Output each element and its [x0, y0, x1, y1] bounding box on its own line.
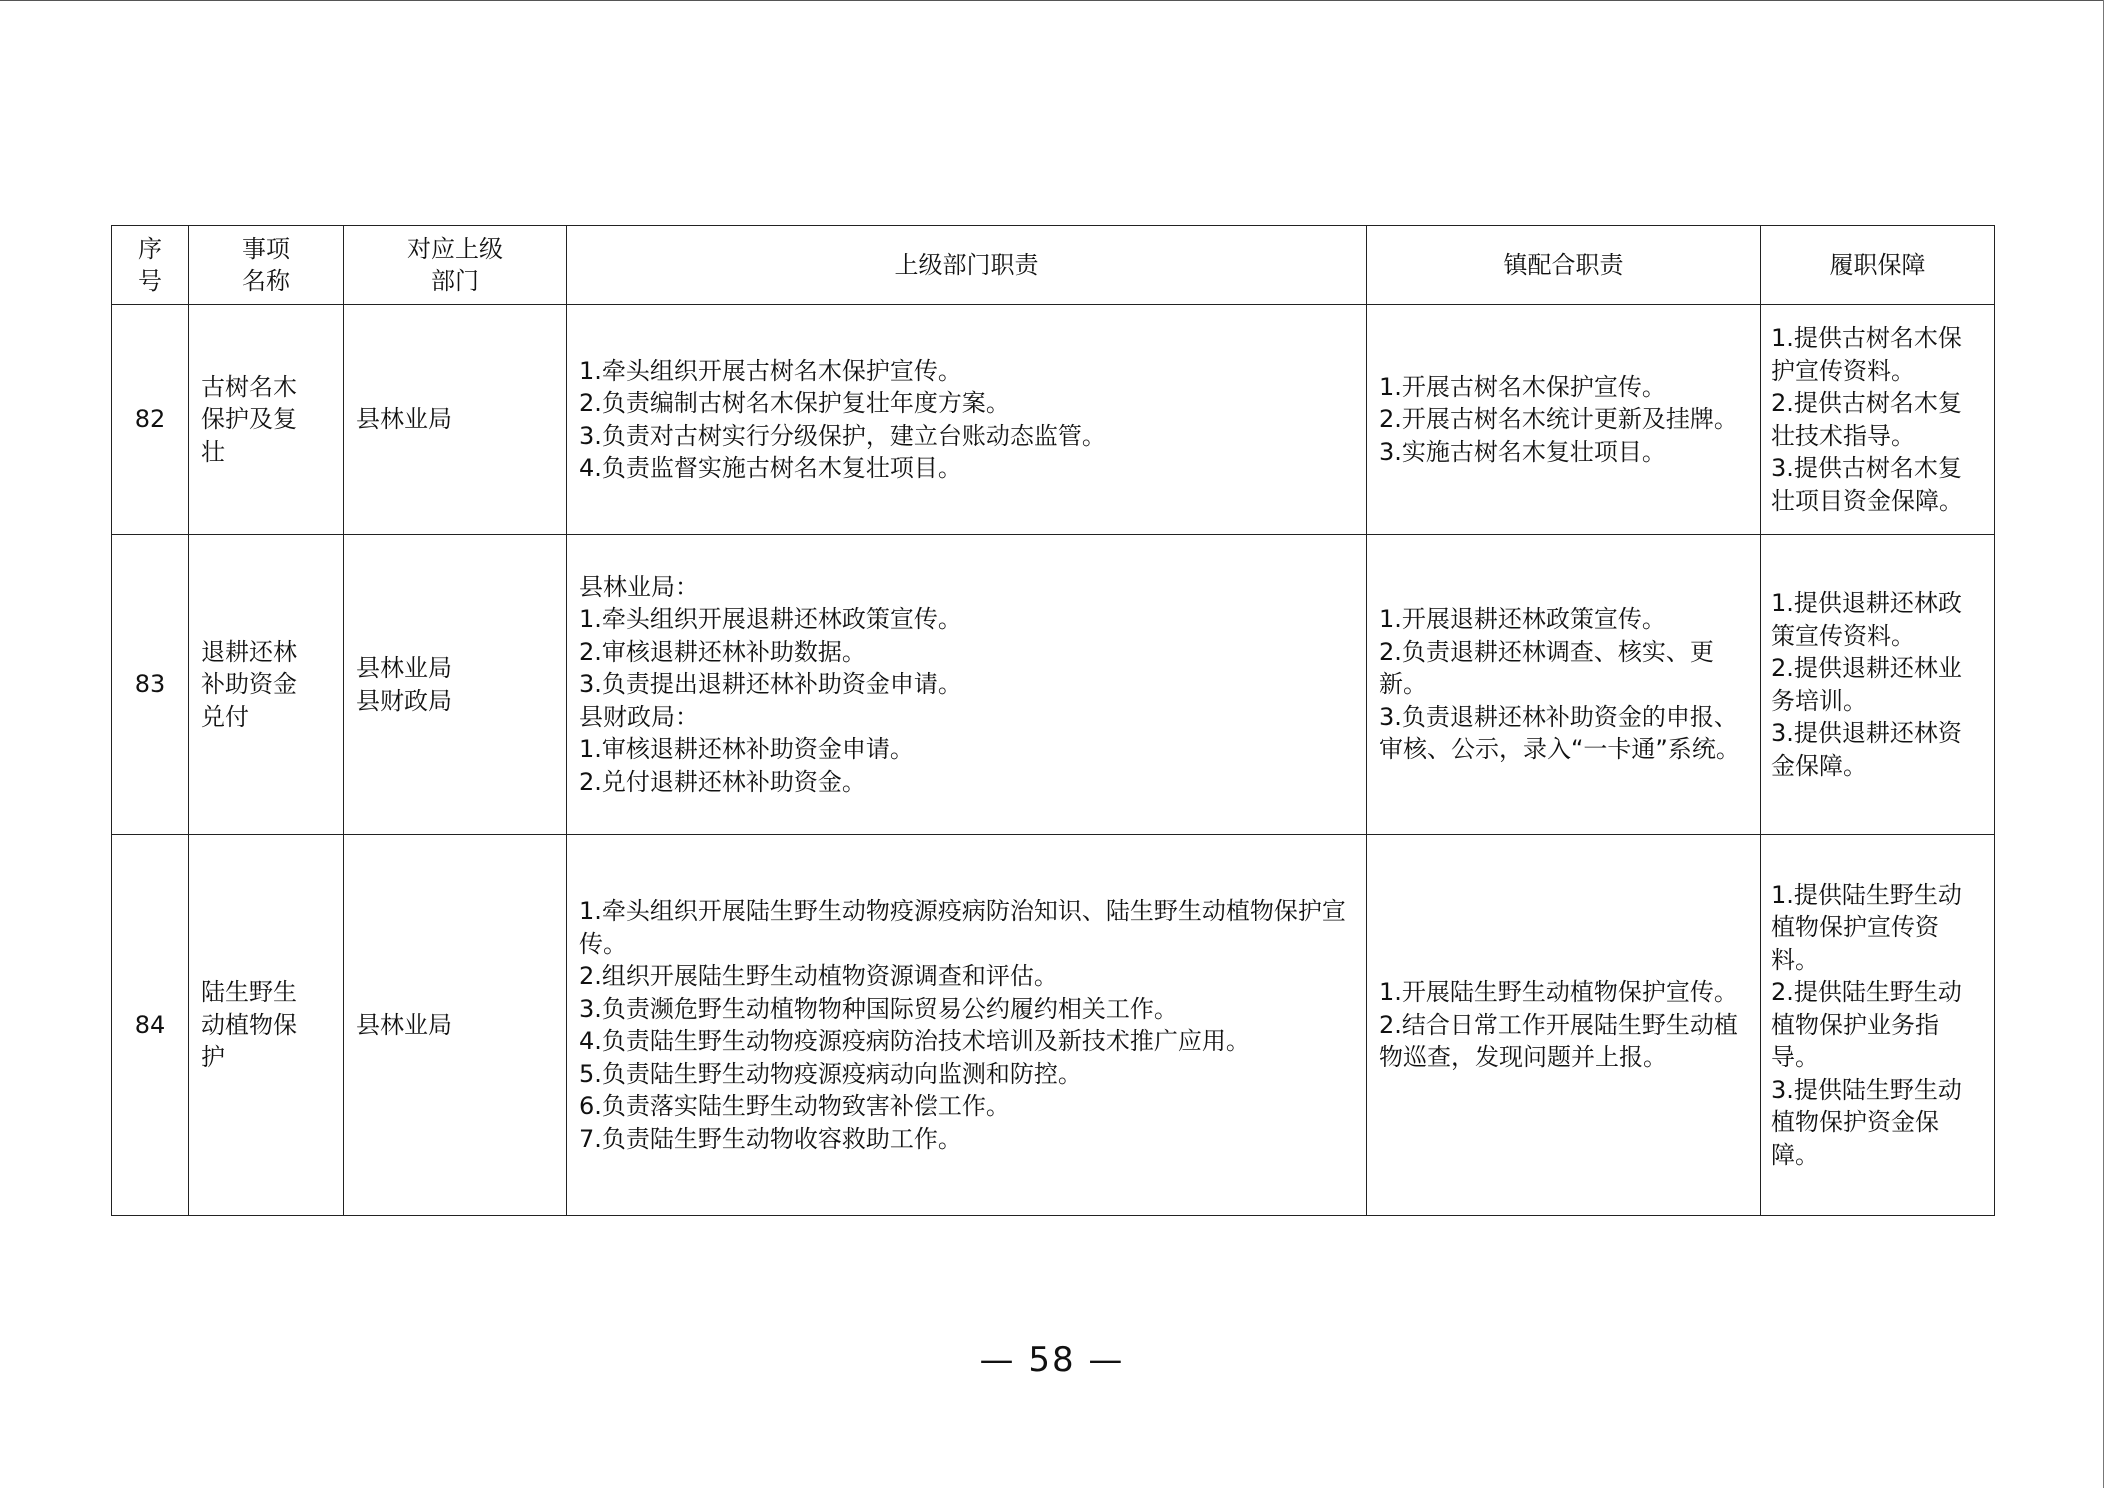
- table-row: [112, 305, 1995, 535]
- header-upper-dept: 对应上级 部门: [344, 226, 567, 305]
- header-town-duty: 镇配合职责: [1367, 226, 1761, 305]
- row-item-name: 古树名木 保护及复 壮: [189, 305, 344, 535]
- duty-line: 3.负责提出退耕还林补助资金申请。: [579, 670, 962, 699]
- row-upper-duty: [567, 305, 1367, 535]
- header-upper-duty: 上级部门职责: [567, 226, 1367, 305]
- duty-table: [111, 225, 1995, 1216]
- row-upper-duty: [567, 835, 1367, 1216]
- header-seq: 序 号: [112, 226, 189, 305]
- duty-line: 3.负责对古树实行分级保护，建立台账动态监管。: [579, 421, 1106, 450]
- guarantee-line: 3.提供古树名木复壮项目资金保障。: [1771, 454, 1963, 515]
- row-guarantee: [1761, 305, 1995, 535]
- duty-line: 3.实施古树名木复壮项目。: [1379, 437, 1666, 466]
- row-item-name: 陆生野生 动植物保 护: [189, 835, 344, 1216]
- guarantee-line: 2.提供退耕还林业务培训。: [1771, 654, 1962, 715]
- row-town-duty: [1367, 835, 1761, 1216]
- page-number: — 58 —: [979, 1340, 1125, 1380]
- row-dept: 县林业局: [344, 305, 567, 535]
- row-dept: 县林业局: [344, 835, 567, 1216]
- duty-line: 6.负责落实陆生野生动物致害补偿工作。: [579, 1092, 1010, 1120]
- duty-line: 2.组织开展陆生野生动植物资源调查和评估。: [579, 962, 1058, 990]
- row-seq: 83: [112, 535, 189, 835]
- duty-line: 1.开展陆生野生动植物保护宣传。: [1379, 978, 1738, 1007]
- row-upper-duty: [567, 535, 1367, 835]
- duty-line: 4.负责监督实施古树名木复壮项目。: [579, 454, 962, 482]
- guarantee-line: 2.提供陆生野生动植物保护业务指导。: [1771, 978, 1962, 1072]
- row-seq: 84: [112, 835, 189, 1216]
- row-seq: 82: [112, 305, 189, 535]
- guarantee-line: 1.提供陆生野生动植物保护宣传资料。: [1771, 880, 1962, 974]
- table-row: [112, 535, 1995, 835]
- table-row: [112, 835, 1995, 1216]
- duty-line: 1.牵头组织开展退耕还林政策宣传。: [579, 605, 962, 634]
- page-border-top: [0, 0, 2104, 1]
- duty-line: 1.开展古树名木保护宣传。: [1379, 372, 1666, 401]
- duty-line: 1.牵头组织开展古树名木保护宣传。: [579, 356, 962, 385]
- guarantee-line: 2.提供古树名木复壮技术指导。: [1771, 389, 1962, 450]
- duty-line: 1.开展退耕还林政策宣传。: [1379, 605, 1666, 634]
- guarantee-line: 3.提供陆生野生动植物保护资金保障。: [1771, 1075, 1962, 1169]
- row-guarantee: [1761, 835, 1995, 1216]
- duty-line: 1.审核退耕还林补助资金申请。: [579, 735, 914, 764]
- duty-line: 3.负责濒危野生动植物物种国际贸易公约履约相关工作。: [579, 994, 1178, 1023]
- guarantee-line: 3.提供退耕还林资金保障。: [1771, 719, 1962, 780]
- row-town-duty: [1367, 305, 1761, 535]
- row-guarantee: [1761, 535, 1995, 835]
- duty-line: 5.负责陆生野生动物疫源疫病动向监测和防控。: [579, 1059, 1082, 1088]
- header-item-name: 事项 名称: [189, 226, 344, 305]
- duty-line: 县财政局：: [579, 702, 699, 731]
- duty-line: 2.开展古树名木统计更新及挂牌。: [1379, 405, 1738, 434]
- duty-line: 2.兑付退耕还林补助资金。: [579, 767, 866, 796]
- guarantee-line: 1.提供退耕还林政策宣传资料。: [1771, 589, 1962, 650]
- duty-line: 2.审核退耕还林补助数据。: [579, 637, 866, 666]
- row-town-duty: [1367, 535, 1761, 835]
- duty-line: 1.牵头组织开展陆生野生动物疫源疫病防治知识、陆生野生动植物保护宣传。: [579, 897, 1346, 958]
- row-item-name: 退耕还林 补助资金 兑付: [189, 535, 344, 835]
- header-row: [112, 226, 1995, 305]
- duty-line: 2.负责编制古树名木保护复壮年度方案。: [579, 389, 1010, 417]
- duty-line: 2.负责退耕还林调查、核实、更新。: [1379, 637, 1714, 699]
- duty-line: 4.负责陆生野生动物疫源疫病防治技术培训及新技术推广应用。: [579, 1027, 1250, 1055]
- duty-line: 县林业局：: [579, 572, 699, 601]
- duty-line: 3.负责退耕还林补助资金的申报、审核、公示，录入“一卡通”系统。: [1379, 702, 1740, 764]
- header-guarantee: 履职保障: [1761, 226, 1995, 305]
- duty-line: 7.负责陆生野生动物收容救助工作。: [579, 1124, 962, 1153]
- duty-line: 2.结合日常工作开展陆生野生动植物巡查，发现问题并上报。: [1379, 1010, 1738, 1072]
- row-dept: 县林业局 县财政局: [344, 535, 567, 835]
- guarantee-line: 1.提供古树名木保护宣传资料。: [1771, 324, 1962, 385]
